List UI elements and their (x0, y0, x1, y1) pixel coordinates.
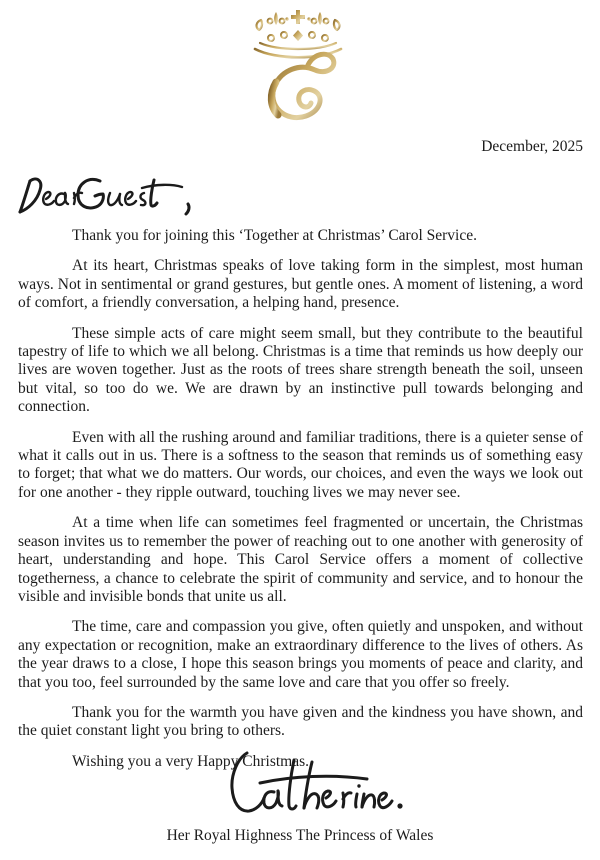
letter-paragraph: Wishing you a very Happy Christmas. (72, 752, 310, 770)
crown-icon (255, 10, 341, 57)
signature-title: Her Royal Highness The Princess of Wales (166, 827, 434, 844)
letterhead-logo (250, 8, 350, 124)
letter-paragraph: At its heart, Christmas speaks of love taking form in the simplest, most human ways. Not in sentimental or grand gestures, but gentle ones. A moment of listening, a word of comfort, a friendly conversation, a helping hand, presence. (18, 257, 583, 312)
letter-paragraph: Even with all the rushing around and familiar traditions, there is a quieter sense of what it calls out in us. There is a softness to the season that reminds us of something easy to forget; that what we do matters. Our words, our choices, and even the ways we look out for one another - they ripple outward, touching lives we may never see. (18, 428, 583, 501)
date-line: December, 2025 (481, 138, 583, 155)
salutation-handwriting (14, 176, 204, 223)
signature-handwriting (222, 748, 407, 825)
letter-paragraph: These simple acts of care might seem small, but they contribute to the beautiful tapestry of life to which we all belong. Christmas is a time that reminds us how deeply our lives are woven together. Just as the roots of trees share strength beneath the soil, unseen but vital, so too do we. We are drawn by an instinctive pull towards belonging and connection. (18, 324, 583, 416)
crown-c-monogram-icon (250, 8, 350, 124)
letter-paragraph: The time, care and compassion you give, often quietly and unspoken, and without any expectation or recognition, make an extraordinary difference to the lives of others. As the year draws to a close, I hope this season brings you moments of peace and clarity, and that you too, feel surrounded by the same love and care that you offer so freely. (18, 618, 583, 691)
letter-body (18, 227, 583, 783)
letter-paragraph: At a time when life can sometimes feel fragmented or uncertain, the Christmas season invites us to remember the power of reaching out to one another with generosity of heart, understanding and hope. This Carol Service offers a moment of collective togetherness, a chance to celebrate the spirit of community and service, and to honour the visible and invisible bonds that unite us all. (18, 514, 583, 605)
monogram-c-icon (271, 54, 334, 117)
letter-paragraph: Thank you for joining this ‘Together at Christmas’ Carol Service. (72, 227, 477, 244)
letter-paragraph: Thank you for the warmth you have given and the kindness you have shown, and the quiet constant light you bring to others. (18, 703, 583, 740)
